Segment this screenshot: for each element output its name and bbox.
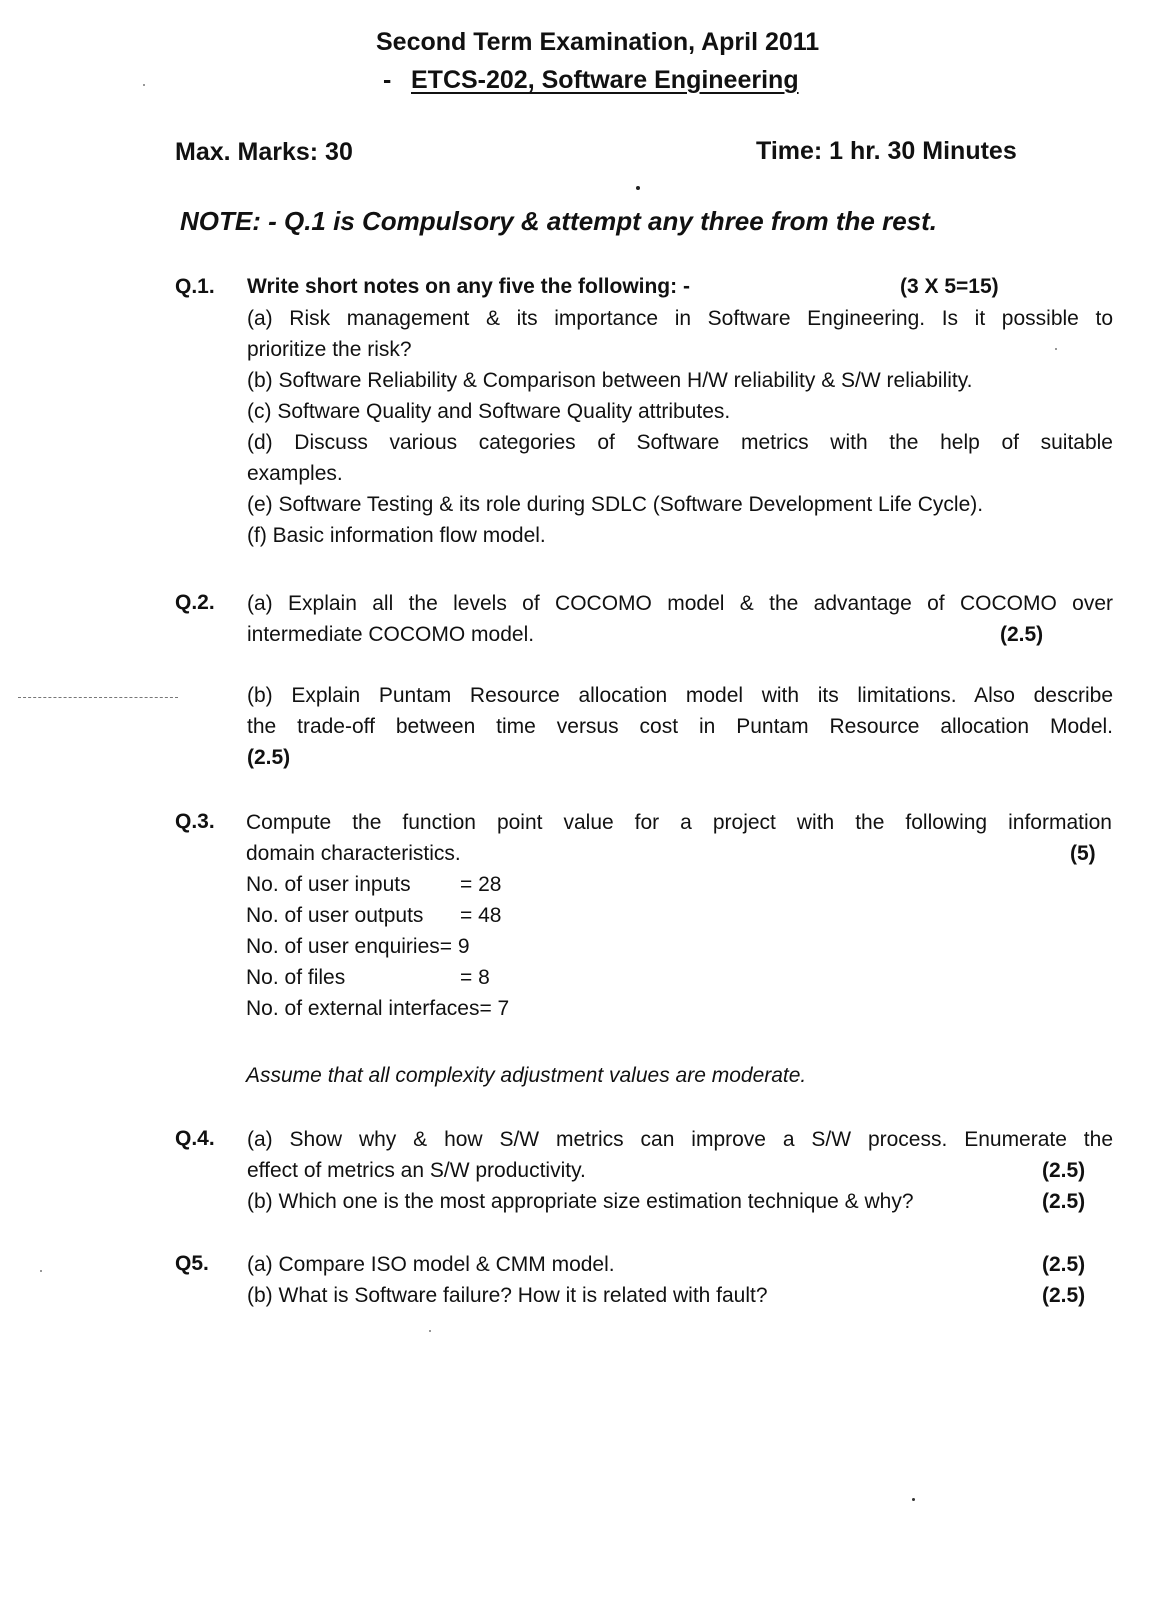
q5a: (a) Compare ISO model & CMM model. [247,1253,615,1276]
exam-note: NOTE: - Q.1 is Compulsory & attempt any three from the rest. [180,206,938,236]
q3-interfaces: No. of external interfaces= 7 [246,997,510,1020]
q3-outputs [246,900,1112,931]
q3-files-value: = 8 [460,966,490,989]
q3-outputs-label: No. of user outputs [246,904,424,927]
q3-line1: Compute the function point value for a project with the following information [246,811,1112,834]
q4b: (b) Which one is the most appropriate size estimation technique & why? [247,1190,914,1213]
q3-enquiries: No. of user enquiries= 9 [246,935,470,958]
q1a-line2: prioritize the risk? [247,338,412,361]
q5b: (b) What is Software failure? How it is related with fault? [247,1284,768,1307]
q2b-marks: (2.5) [247,746,291,769]
scan-speck [636,186,640,190]
scan-speck [1055,348,1057,350]
q1d-line1: (d) Discuss various categories of Software metrics with the help of suitable [247,431,1113,454]
q2a-line2: intermediate COCOMO model. [247,623,535,646]
q3-number: Q.3. [175,810,215,833]
q2b-line2: the trade-off between time versus cost in Puntam Resource allocation Model. [247,715,1113,738]
q4a-marks: (2.5) [1042,1159,1086,1182]
q1a-line1: (a) Risk management & its importance in Software Engineering. Is it possible to [247,307,1113,330]
q4-body [247,1124,1113,1217]
q2a-marks: (2.5) [1000,623,1044,646]
q1e: (e) Software Testing & its role during SDLC (Software Development Life Cycle). [247,493,984,516]
q4b-marks: (2.5) [1042,1190,1086,1213]
q4a-line2: effect of metrics an S/W productivity. [247,1159,586,1182]
q3-inputs [246,869,1112,900]
q1-number: Q.1. [175,275,215,298]
scan-speck [40,1270,42,1272]
q1-marks: (3 X 5=15) [900,275,999,298]
course-title: ETCS-202, Software Engineering [411,66,799,94]
q3-files [246,962,1112,993]
q3-marks: (5) [1070,842,1096,865]
q5-body [247,1249,1113,1311]
scan-speck [143,84,145,86]
q1d-line2: examples. [247,462,343,485]
q3-inputs-label: No. of user inputs [246,873,411,896]
q1-body [247,303,1113,551]
exam-time: Time: 1 hr. 30 Minutes [756,137,1017,165]
q4a-line1: (a) Show why & how S/W metrics can improve a S/W process. Enumerate the [247,1128,1113,1151]
q4-number: Q.4. [175,1127,215,1150]
q5b-marks: (2.5) [1042,1284,1086,1307]
q3-line2: domain characteristics. [246,842,461,865]
q2a-body [247,588,1113,650]
q2-number: Q.2. [175,591,215,614]
q3-files-label: No. of files [246,966,346,989]
q3-inputs-value: = 28 [460,873,502,896]
q2b-body [247,680,1113,773]
scan-speck [912,1498,915,1501]
scan-stray-line [18,697,178,699]
q1b: (b) Software Reliability & Comparison between H/W reliability & S/W reliability. [247,369,973,392]
q1f: (f) Basic information flow model. [247,524,546,547]
q5-number: Q5. [175,1252,209,1275]
q1-heading: Write short notes on any five the following: - [247,275,690,298]
title-dash: - [383,66,392,94]
q1c: (c) Software Quality and Software Quality attributes. [247,400,731,423]
q3-outputs-value: = 48 [460,904,502,927]
q2b-line1: (b) Explain Puntam Resource allocation model with its limitations. Also describe [247,684,1113,707]
max-marks: Max. Marks: 30 [175,138,353,166]
q3-body [246,807,1112,1024]
q2a-line1: (a) Explain all the levels of COCOMO model & the advantage of COCOMO over [247,592,1113,615]
q3-assumption: Assume that all complexity adjustment values are moderate. [246,1064,807,1087]
scan-speck [429,1330,431,1332]
exam-title: Second Term Examination, April 2011 [376,28,820,56]
q5a-marks: (2.5) [1042,1253,1086,1276]
